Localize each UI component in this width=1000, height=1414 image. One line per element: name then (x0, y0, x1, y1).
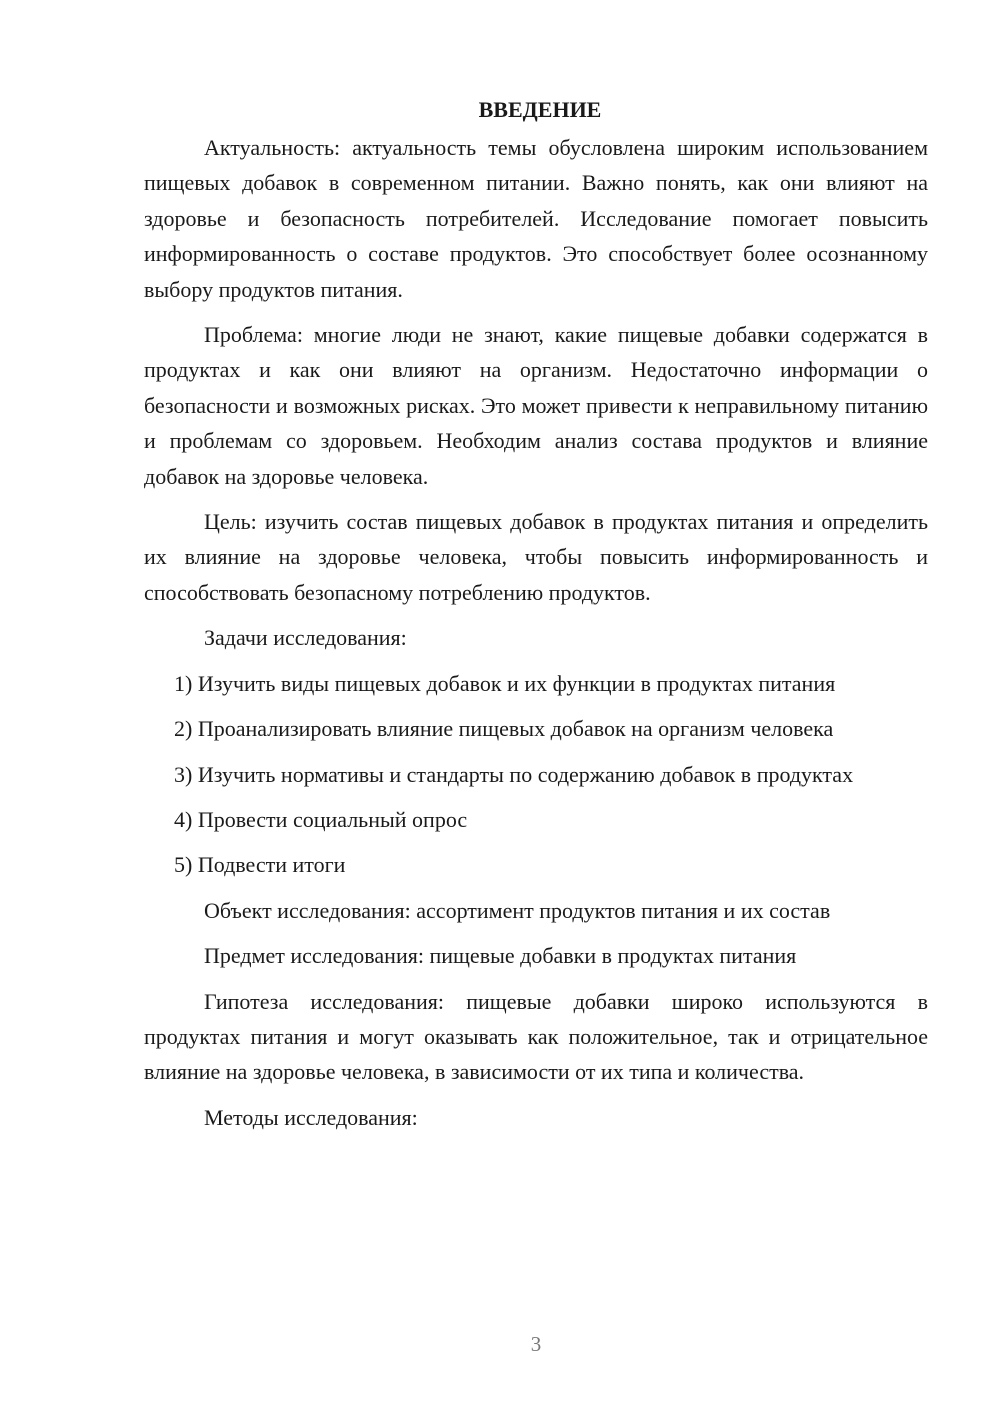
paragraph-object: Объект исследования: ассортимент продуктов питания и их состав (204, 897, 831, 923)
task-item: 4) Провести социальный опрос (174, 806, 468, 832)
task-item: 2) Проанализировать влияние пищевых добавок на организм человека (174, 716, 834, 742)
paragraph-goal: Цель: изучить состав пищевых добавок в продуктах питания и определить их влияние на здоровье человека, чтобы повысить информированность и способствовать безопасному потреблению продуктов. (144, 509, 928, 605)
paragraph-subject: Предмет исследования: пищевые добавки в продуктах питания (204, 943, 797, 969)
paragraph-tasks-heading: Задачи исследования: (204, 625, 407, 651)
page-title: ВВЕДЕНИЕ (478, 97, 602, 122)
page-number: 3 (530, 1332, 542, 1356)
paragraph-problem: Проблема: многие люди не знают, какие пищевые добавки содержатся в продуктах и как они влияют на организм. Недостаточно информации о безопасности и возможных рисках. Это может привести к неправильному питанию и проблемам со здоровьем. Необходим анализ состава продуктов и влияние добавок на здоровье человека. (144, 322, 928, 489)
paragraph-methods: Методы исследования: (204, 1104, 418, 1130)
task-item: 1) Изучить виды пищевых добавок и их функции в продуктах питания (174, 670, 836, 696)
paragraph-hypothesis: Гипотеза исследования: пищевые добавки широко используются в продуктах питания и могут оказывать как положительное, так и отрицательное влияние на здоровье человека, в зависимости от их типа и количества. (144, 988, 928, 1085)
paragraph-relevance: Актуальность: актуальность темы обусловлена широким использованием пищевых добавок в современном питании. Важно понять, как они влияют на здоровье и безопасность потребителей. Исследование помогает повысить информированность о составе продуктов. Это способствует более осознанному выбору продуктов питания. (144, 135, 928, 302)
page-content (144, 90, 928, 1145)
task-item: 3) Изучить нормативы и стандарты по содержанию добавок в продуктах (174, 761, 854, 787)
task-item: 5) Подвести итоги (174, 852, 346, 878)
